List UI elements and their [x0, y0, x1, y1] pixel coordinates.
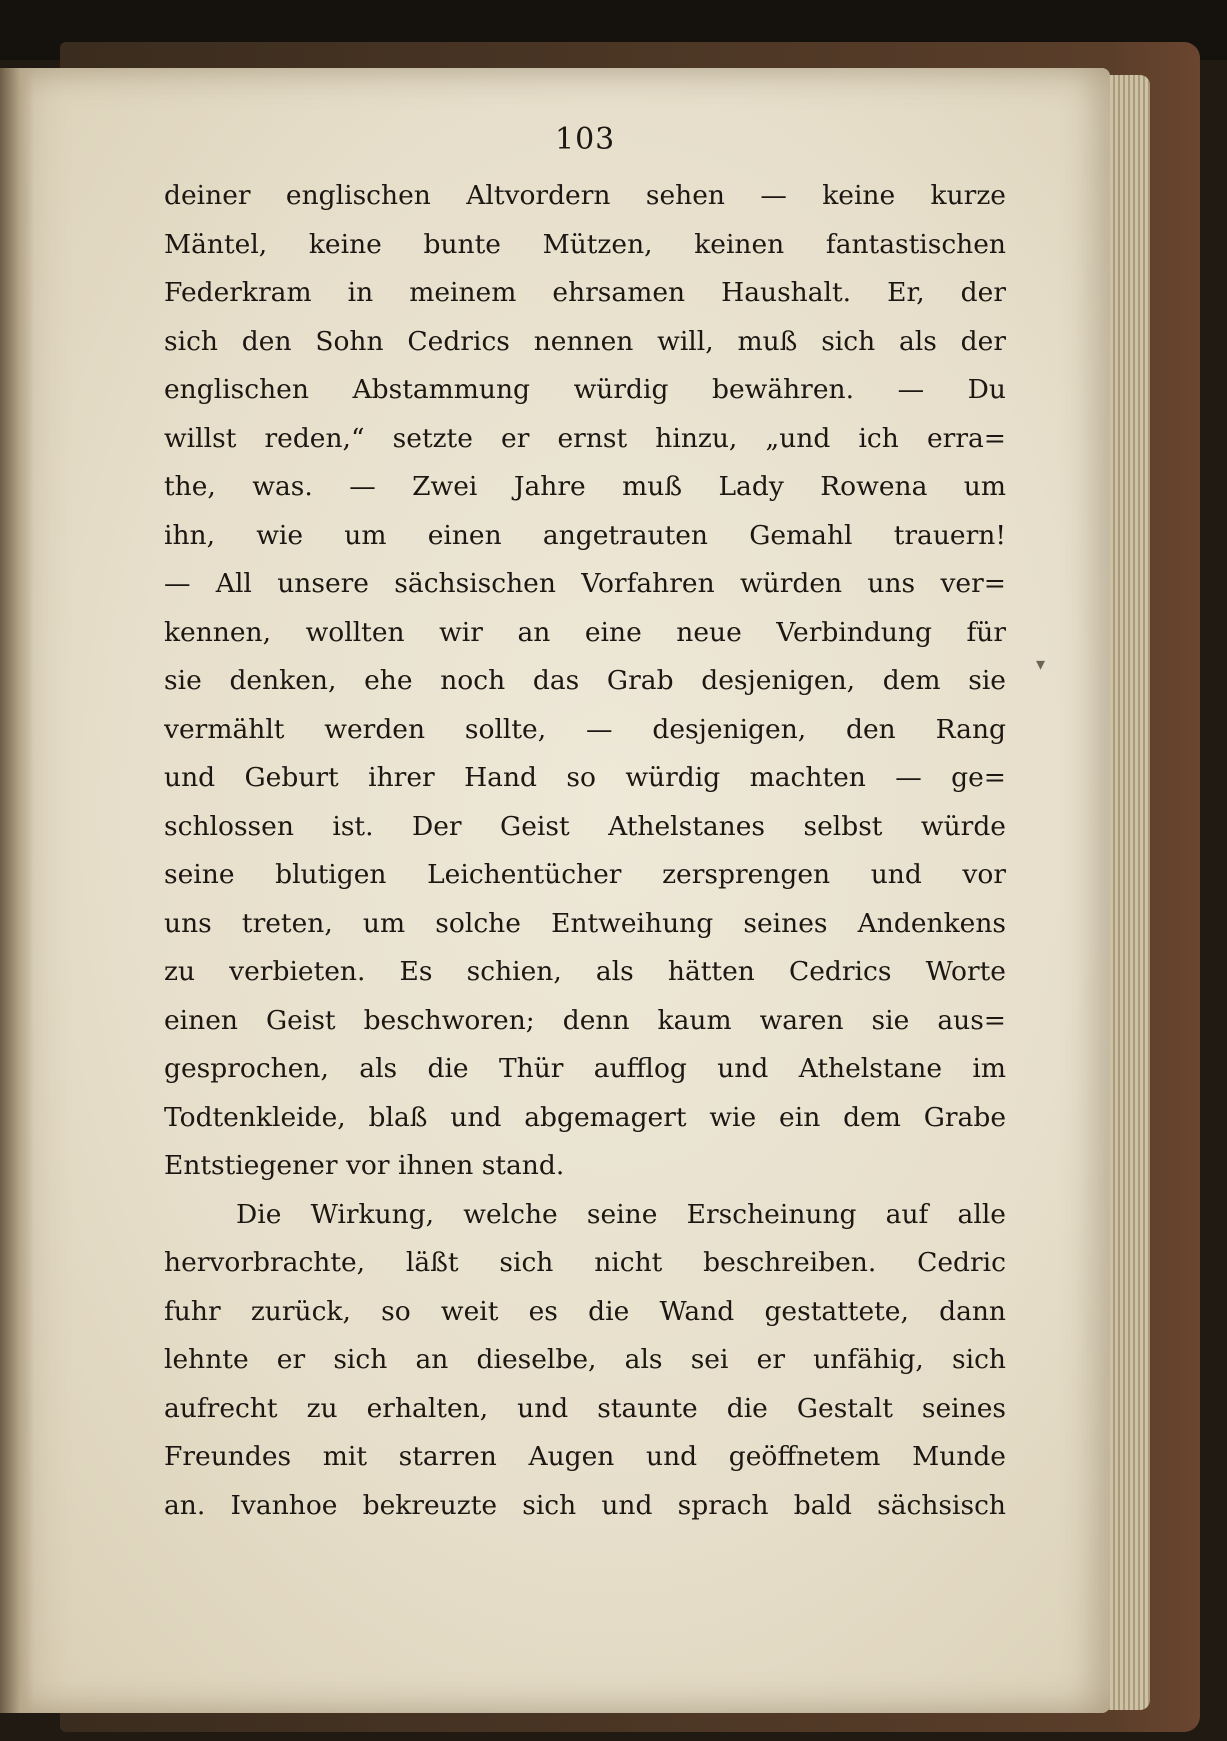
text-line: Die Wirkung, welche seine Erscheinung auf alle [236, 1198, 1006, 1230]
text-line: sich den Sohn Cedrics nennen will, muß sich als der [164, 325, 1006, 357]
text-line: aufrecht zu erhalten, und staunte die Gestalt seines [164, 1392, 1006, 1424]
text-line: Federkram in meinem ehrsamen Haushalt. Er, der [164, 277, 1006, 308]
page-text [164, 172, 1006, 1530]
text-line: Todtenkleide, blaß und abgemagert wie ein dem Grabe [164, 1101, 1006, 1133]
text-line: deiner englischen Altvordern sehen — keine kurze [164, 180, 1006, 211]
text-line: englischen Abstammung würdig bewähren. — Du [164, 374, 1006, 405]
text-line: — All unsere sächsischen Vorfahren würden uns ver= [164, 568, 1006, 599]
text-line: vermählt werden sollte, — desjenigen, den Rang [164, 713, 1006, 745]
text-line: ihn, wie um einen angetrauten Gemahl trauern! [164, 519, 1006, 551]
page-gutter-shadow [0, 68, 34, 1713]
text-line: schlossen ist. Der Geist Athelstanes selbst würde [164, 810, 1006, 842]
text-line: lehnte er sich an dieselbe, als sei er unfähig, sich [164, 1344, 1006, 1375]
text-line: einen Geist beschworen; denn kaum waren sie aus= [164, 1004, 1006, 1036]
text-line: the, was. — Zwei Jahre muß Lady Rowena um [164, 471, 1006, 502]
text-line: Mäntel, keine bunte Mützen, keinen fantastischen [164, 228, 1006, 260]
text-line: uns treten, um solche Entweihung seines Andenkens [164, 907, 1006, 939]
text-line: gesprochen, als die Thür aufflog und Athelstane im [164, 1053, 1006, 1084]
text-line: seine blutigen Leichentücher zersprengen und vor [164, 859, 1006, 890]
text-line: und Geburt ihrer Hand so würdig machten — ge= [164, 762, 1006, 793]
text-line: sie denken, ehe noch das Grab desjenigen, dem sie [164, 665, 1006, 696]
margin-mark: ▾ [1036, 654, 1046, 675]
text-line: hervorbrachte, läßt sich nicht beschreiben. Cedric [164, 1247, 1006, 1278]
text-line: fuhr zurück, so weit es die Wand gestattete, dann [164, 1295, 1006, 1327]
page-number: 103 [555, 122, 616, 157]
text-line: willst reden,“ setzte er ernst hinzu, „und ich erra= [164, 422, 1006, 454]
text-line: zu verbieten. Es schien, als hätten Cedrics Worte [164, 956, 1006, 987]
text-line: an. Ivanhoe bekreuzte sich und sprach bald sächsisch [164, 1489, 1006, 1521]
text-line: Entstiegener vor ihnen stand. [164, 1150, 565, 1181]
text-line: kennen, wollten wir an eine neue Verbindung für [164, 616, 1006, 648]
text-line: Freundes mit starren Augen und geöffnetem Munde [164, 1441, 1006, 1472]
